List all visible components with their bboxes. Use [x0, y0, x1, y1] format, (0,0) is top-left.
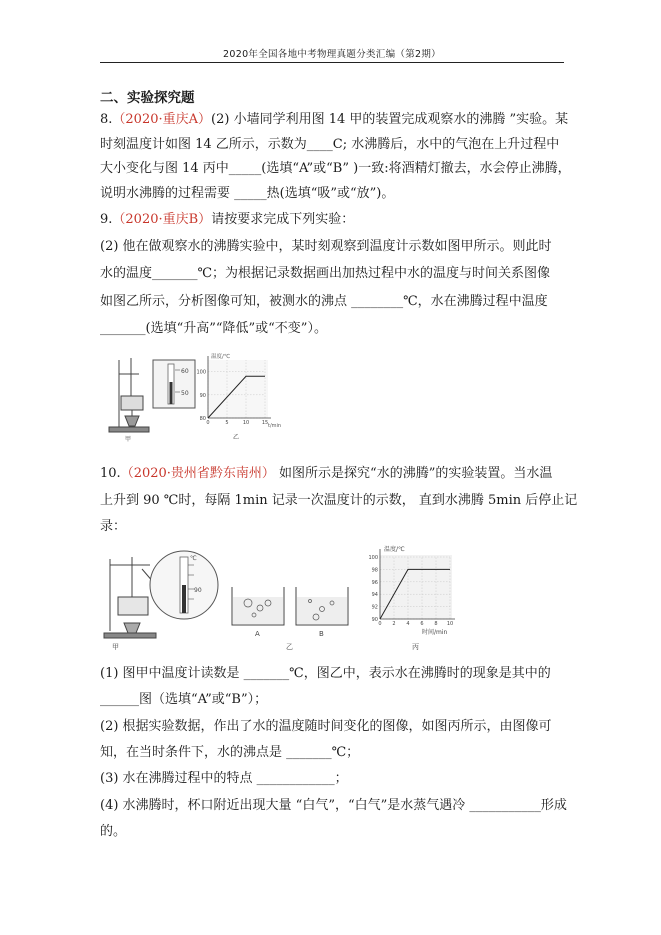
q10-label-jia: 甲 [112, 643, 119, 651]
q10-figure [100, 545, 480, 655]
q10-x-tick-label: 6 [420, 621, 424, 627]
q10-y-tick-label: 94 [371, 592, 378, 599]
q10-s2-line-2: 知，在当时条件下，水的沸点是 _______℃； [100, 745, 360, 760]
q8-line-1 [100, 113, 570, 127]
q10-thermo-tick-90: 90 [194, 587, 202, 594]
q10-chart [368, 545, 455, 651]
q9-thermo-tick-60: 60 [181, 368, 189, 375]
q9-intro: 请按要求完成下列实验： [211, 212, 355, 227]
page-header: 2020年全国各地中考物理真题分类汇编（第2期） [223, 49, 441, 60]
q9-label-yi: 乙 [233, 434, 240, 441]
q8-number: 8. [100, 112, 113, 127]
q10-x-tick-label: 10 [446, 621, 454, 627]
q9-source: （2020·重庆B） [112, 212, 212, 227]
q8-line-2: 时刻温度计如图 14 乙所示，示数为____C; 水沸腾后，水中的气泡在上升过程中 [100, 137, 560, 152]
q10-y-tick-label: 96 [371, 579, 378, 586]
q9-y-axis-label: 温度/℃ [211, 354, 231, 360]
q9-y-tick-label: 100 [196, 369, 206, 376]
q10-x-axis-label: 时间/min [422, 629, 448, 636]
q10-number: 10. [100, 466, 121, 481]
q9-chart [196, 352, 281, 441]
q9-x-tick-label: 0 [206, 420, 210, 426]
q9-y-tick-label: 80 [199, 416, 206, 422]
q9-x-axis-label: t/min [268, 423, 282, 429]
q10-beaker-b-label: B [319, 630, 324, 638]
header-rule [100, 62, 564, 63]
q10-y-tick-label: 100 [368, 555, 378, 561]
q10-s3: (3) 水在沸腾过程中的特点 ____________； [100, 771, 348, 786]
q9-apparatus [109, 358, 149, 432]
q10-s1-line-2: ______图（选填“A”或“B”）； [100, 692, 268, 707]
q10-y-tick-label: 90 [371, 617, 378, 623]
q10-s2-line-1: (2) 根据实验数据，作出了水的温度随时间变化的图像，如图丙所示，由图像可 [100, 719, 552, 734]
q10-y-tick-label: 92 [371, 604, 378, 611]
q10-line-3: 录： [100, 519, 127, 534]
q9-thermo-tick-50: 50 [181, 390, 189, 397]
q8-source: （2020·重庆A） [112, 112, 212, 127]
q10-apparatus [104, 557, 156, 638]
q10-s1-line-1: (1) 图甲中温度计读数是 _______℃，图乙中，表示水在沸腾时的现象是其中的 [100, 666, 551, 681]
q9-number: 9. [100, 212, 113, 227]
q10-text-1: 如图所示是探究“水的沸腾”的实验装置。当水温 [279, 466, 553, 481]
q10-beaker-a-label: A [255, 630, 260, 638]
q10-s4-line-1: (4) 水沸腾时，杯口附近出现大量 “白气”，“白气”是水蒸气遇冷 ___________形成 [100, 798, 567, 813]
q8-line-3: 大小变化与图 14 丙中_____(选填“A”或“B” )一致:将酒精灯撤去，水会停止沸腾， [100, 161, 571, 176]
q9-figure [105, 352, 295, 442]
q9-line-1: (2) 他在做观察水的沸腾实验中，某时刻观察到温度计示数如图甲所示。则此时 [100, 239, 552, 254]
q10-y-tick-label: 98 [371, 567, 378, 574]
q10-label-yi: 乙 [286, 643, 293, 651]
q10-thermo-unit: ℃ [190, 555, 197, 562]
q9-x-tick-label: 10 [242, 420, 250, 426]
q9-y-tick-label: 90 [199, 392, 206, 399]
q8-text-1: (2) 小墙同学利用图 14 甲的装置完成观察水的沸腾 ”实验。某 [211, 112, 569, 127]
q9-line-2: 水的温度_______℃；为根据记录数据画出加热过程中水的温度与时间关系图像 [100, 266, 551, 281]
q10-line-1 [100, 467, 570, 481]
q9-line-3: 如图乙所示，分析图像可知，被测水的沸点 ________℃，水在沸腾过程中温度 [100, 294, 548, 309]
q10-x-tick-label: 0 [378, 621, 382, 627]
q10-x-tick-label: 8 [434, 621, 438, 627]
q10-line-2: 上升到 90 ℃时，每隔 1min 记录一次温度计的示数， 直到水沸腾 5min 后停止记 [100, 493, 578, 508]
q10-x-tick-label: 4 [406, 621, 410, 627]
q9-x-tick-label: 5 [225, 420, 229, 426]
q10-beaker-b [296, 587, 348, 638]
section-title: 二、实验探究题 [100, 90, 195, 106]
q9-x-tick-label: 15 [261, 420, 269, 426]
q10-thermometer-zoom [150, 551, 218, 619]
q10-x-tick-label: 2 [392, 621, 396, 627]
q10-y-axis-label: 温度/℃ [384, 546, 405, 553]
q10-s4-line-2: 的。 [100, 824, 127, 839]
q9-label-jia: 甲 [125, 436, 132, 442]
q9-line-0 [100, 213, 570, 227]
q10-label-bing: 丙 [412, 643, 419, 651]
q8-line-4: 说明水沸腾的过程需要 _____热(选填“吸”或“放”)。 [100, 186, 395, 201]
q10-beaker-a [232, 587, 284, 638]
q10-source: （2020·贵州省黔东南州） [120, 466, 275, 481]
q9-line-4: _______(选填“升高”“降低”或“不变”）。 [100, 321, 327, 336]
q9-thermometer-zoom [153, 360, 195, 408]
